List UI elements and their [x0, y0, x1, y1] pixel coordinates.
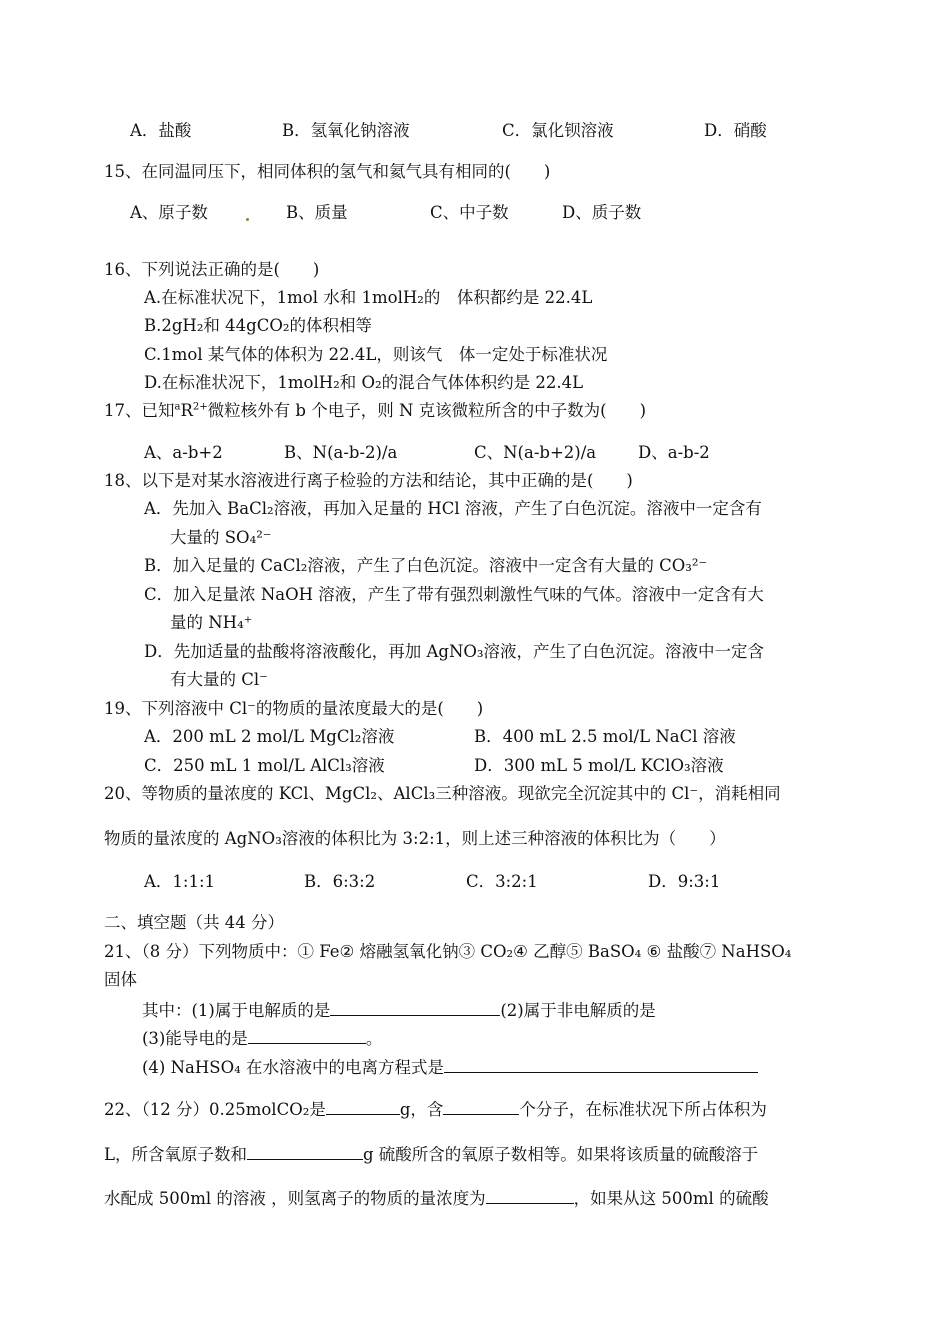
q17-option-a: A、a-b+2	[144, 443, 223, 462]
q21-part1-label: 其中：(1)属于电解质的是	[142, 1001, 331, 1020]
q16-option-d: D.在标准状况下，1molH₂和 O₂的混合气体体积约是 22.4L	[144, 373, 584, 392]
q22-answer-blank-2[interactable]	[443, 1096, 519, 1115]
q22-text-d: L，所含氧原子数和	[104, 1145, 247, 1164]
q22-text-g: ，如果从这 500ml 的硫酸	[573, 1189, 769, 1208]
q22-line1	[104, 1096, 767, 1122]
q17-stem-suffix: 微粒核外有 b 个电子，则 N 克该微粒所含的中子数为( )	[207, 401, 647, 420]
q18-option-a-line1: A．先加入 BaCl₂溶液，再加入足量的 HCl 溶液，产生了白色沉淀。溶液中一定含有	[144, 499, 762, 518]
q14-option-b: B．氢氧化钠溶液	[282, 121, 410, 140]
speck-dot	[246, 218, 249, 221]
q22-line3	[104, 1185, 769, 1211]
q17-option-c: C、N(a-b+2)/a	[474, 443, 597, 462]
q14-option-c: C．氯化钡溶液	[502, 121, 614, 140]
q22-line2	[104, 1141, 758, 1167]
q20-option-a: A．1:1:1	[144, 872, 216, 891]
q17-mass-number: a	[174, 401, 181, 413]
q21-stem-line2: 固体	[104, 970, 137, 989]
q15-stem: 15、在同温同压下，相同体积的氢气和氦气具有相同的( )	[104, 162, 551, 181]
q14-option-a: A．盐酸	[130, 121, 192, 140]
q21-part3-end: 。	[365, 1029, 383, 1048]
q20-option-c: C．3:2:1	[466, 872, 538, 891]
q19-option-c: C．250 mL 1 mol/L AlCl₃溶液	[144, 756, 385, 775]
q18-option-a-line2: 大量的 SO₄²⁻	[170, 528, 272, 547]
q21-part2-label: (2)属于非电解质的是	[500, 1001, 656, 1020]
q21-answer-blank-4[interactable]	[444, 1054, 758, 1073]
q18-option-c-line1: C．加入足量浓 NaOH 溶液，产生了带有强烈刺激性气味的气体。溶液中一定含有大	[144, 585, 764, 604]
q17-stem	[104, 399, 646, 423]
q22-text-e: g 硫酸所含的氧原子数相等。如果将该质量的硫酸溶于	[362, 1145, 759, 1164]
q18-option-c-line2: 量的 NH₄⁺	[170, 613, 253, 632]
q17-option-d: D、a-b-2	[638, 443, 710, 462]
q17-species-charge: 2+	[192, 401, 208, 413]
q19-option-b: B．400 mL 2.5 mol/L NaCl 溶液	[474, 727, 736, 746]
q20-stem-line1: 20、等物质的量浓度的 KCl、MgCl₂、AlCl₃三种溶液。现欲完全沉淀其中的 Cl⁻，消耗相同	[104, 784, 781, 803]
q19-option-d: D．300 mL 5 mol/L KClO₃溶液	[474, 756, 724, 775]
q21-answer-blank-3[interactable]	[248, 1025, 366, 1044]
q20-option-d: D．9:3:1	[648, 872, 721, 891]
q20-stem-line2: 物质的量浓度的 AgNO₃溶液的体积比为 3:2:1，则上述三种溶液的体积比为（ ）	[104, 829, 726, 848]
q16-stem: 16、下列说法正确的是( )	[104, 260, 320, 279]
q22-text-f: 水配成 500ml 的溶液 ，则氢离子的物质的量浓度为	[104, 1189, 486, 1208]
q21-part3-label: (3)能导电的是	[142, 1029, 248, 1048]
q17-option-b: B、N(a-b-2)/a	[284, 443, 398, 462]
q15-option-b: B、质量	[286, 203, 348, 222]
section-heading: 二、填空题（共 44 分）	[104, 913, 284, 932]
q19-option-a: A．200 mL 2 mol/L MgCl₂溶液	[144, 727, 395, 746]
q15-option-c: C、中子数	[430, 203, 509, 222]
q18-option-d-line2: 有大量的 Cl⁻	[170, 670, 268, 689]
q18-stem: 18、以下是对某水溶液进行离子检验的方法和结论，其中正确的是( )	[104, 471, 633, 490]
q14-option-d: D．硝酸	[704, 121, 767, 140]
q22-text-a: 22、（12 分）0.25molCO₂是	[104, 1100, 326, 1119]
q21-part1-row	[142, 997, 656, 1023]
q21-part4-label: (4) NaHSO₄ 在水溶液中的电离方程式是	[142, 1058, 444, 1077]
q22-text-b: g，含	[399, 1100, 444, 1119]
q22-answer-blank-3[interactable]	[247, 1141, 363, 1160]
q19-stem: 19、下列溶液中 Cl⁻的物质的量浓度最大的是( )	[104, 699, 484, 718]
q18-option-d-line1: D．先加适量的盐酸将溶液酸化，再加 AgNO₃溶液，产生了白色沉淀。溶液中一定含	[144, 642, 765, 661]
q16-option-b: B.2gH₂和 44gCO₂的体积相等	[144, 316, 373, 335]
q16-option-a: A.在标准状况下，1mol 水和 1molH₂的 体积都约是 22.4L	[144, 288, 593, 307]
q15-option-a: A、原子数	[130, 203, 208, 222]
q17-stem-prefix: 17、已知	[104, 401, 175, 420]
q21-part3-row	[142, 1025, 382, 1051]
q21-stem-line1: 21、（8 分）下列物质中：① Fe② 熔融氢氧化钠③ CO₂④ 乙醇⑤ BaSO₄ ⑥ 盐酸⑦ NaHSO₄	[104, 942, 792, 961]
q15-option-d: D、质子数	[562, 203, 642, 222]
q21-part4-row	[142, 1054, 758, 1080]
q22-answer-blank-4[interactable]	[486, 1185, 574, 1204]
q20-option-b: B．6:3:2	[304, 872, 376, 891]
q21-answer-blank-1[interactable]	[330, 997, 500, 1016]
q17-species-symbol: R	[180, 401, 193, 420]
q22-answer-blank-1[interactable]	[326, 1096, 400, 1115]
q16-option-c: C.1mol 某气体的体积为 22.4L，则该气 体一定处于标准状况	[144, 345, 608, 364]
q18-option-b: B．加入足量的 CaCl₂溶液，产生了白色沉淀。溶液中一定含有大量的 CO₃²⁻	[144, 556, 708, 575]
q22-text-c: 个分子，在标准状况下所占体积为	[519, 1100, 767, 1119]
